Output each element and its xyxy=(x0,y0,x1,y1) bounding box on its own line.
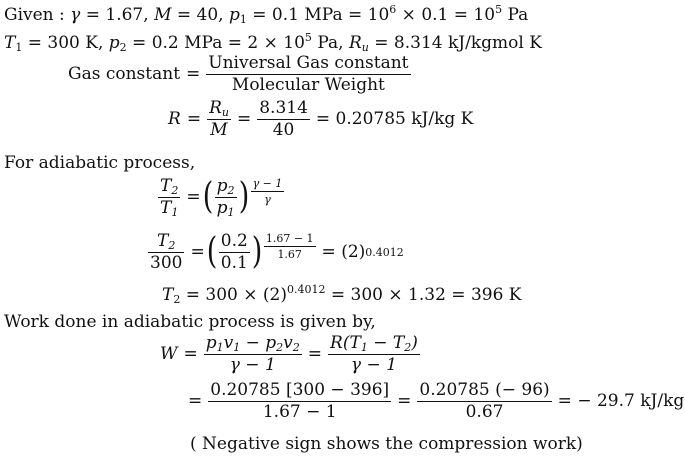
given-label: Given : xyxy=(4,5,65,25)
temperature-result-line: $T_2 = 300 \times (2)^{0.4012} = 300 \times 1.32 = 396$ K xyxy=(162,283,522,306)
r-equation: R = $\frac{R_u}{M}$ = $\frac{8.314}{40}$ = 0.20785 kJ/kg K xyxy=(168,98,474,140)
gas-constant-fraction xyxy=(206,55,410,94)
r-fraction-2: $\frac{8.314}{40}$ xyxy=(259,98,308,140)
work-equation-2: = $\frac{0.20785 [300 - 396]}{1.67 - 1}$ = $\frac{0.20785 (- 96)}{0.67}$ = − 29.7 kJ/kg xyxy=(188,380,685,422)
temperature-substitution-equation: $\frac{T_2}{300}$ = ( $\frac{0.2}{0.1}$ ) $\frac{1.67 - 1}{1.67}$ = (2) 0.4012 xyxy=(150,231,404,273)
gas-constant-numerator: Universal Gas constant xyxy=(208,53,409,73)
r-result: = 0.20785 kJ/kg K xyxy=(315,109,474,129)
work-result: = − 29.7 kJ/kg xyxy=(557,391,685,411)
temperature-ratio-equation: $\frac{T_2}{T_1}$ = ( $\frac{p_2}{p_1}$ ) $\frac{\gamma - 1}{\gamma}$ xyxy=(160,176,283,219)
compression-note: ( Negative sign shows the compression work) xyxy=(190,434,583,454)
given-line-1: Given : γ = 1.67, M = 40, $p_1 = 0.1$ MPa = $10^6 \times 0.1 = 10^5$ Pa xyxy=(4,3,529,26)
work-equation-1: W = $\frac{p_1v_1 - p_2v_2}{\gamma - 1}$ = $\frac{R(T_1 - T_2)}{\gamma - 1}$ xyxy=(160,333,418,375)
gas-constant-equation: Gas constant = $\frac{\text{Universal Gas constant}}{\text{Molecular Weight}}$ xyxy=(68,53,409,95)
r-fraction-1: $\frac{R_u}{M}$ xyxy=(209,98,229,140)
gas-constant-denominator: Molecular Weight xyxy=(231,75,385,95)
gas-constant-label: Gas constant xyxy=(68,64,181,84)
work-heading: Work done in adiabatic process is given by, xyxy=(4,312,376,332)
given-line-2: $T_1 = 300$ K, $p_2 = 0.2$ MPa = $2 \times 10^5$ Pa, $R_u = 8.314$ kJ/kgmol K xyxy=(4,31,542,54)
adiabatic-heading: For adiabatic process, xyxy=(4,153,196,173)
